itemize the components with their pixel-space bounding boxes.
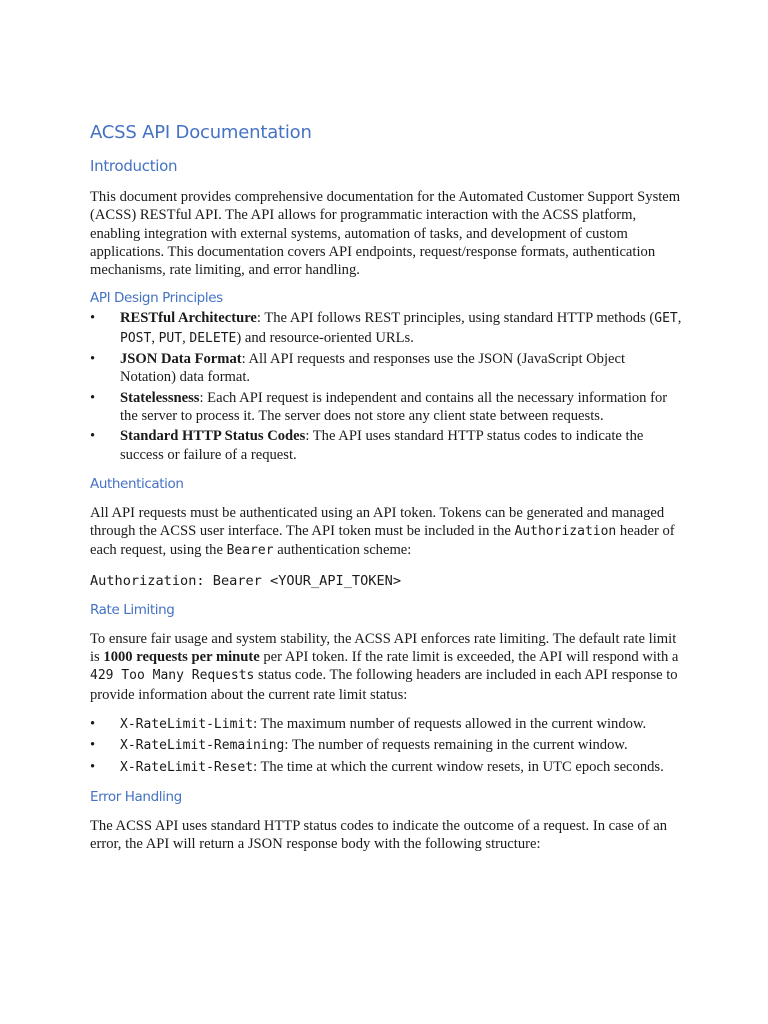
rate-limit-headers-list [90, 715, 682, 777]
design-principles-heading: API Design Principles [90, 290, 223, 307]
error-handling-paragraph: The ACSS API uses standard HTTP status codes to indicate the outcome of a request. In case of an error, the API will return a JSON response body with the following structure: [90, 817, 668, 853]
term: RESTful Architecture [120, 310, 257, 327]
inline-code: 429 Too Many Requests [90, 668, 255, 684]
bullet: • [90, 351, 96, 368]
rate-limit-value: 1000 requests per minute [103, 649, 260, 666]
inline-code: POST [120, 330, 152, 346]
list-item: • Standard HTTP Status Codes: The API uses standard HTTP status codes to indicate the success or failure of a request. [90, 428, 644, 463]
rate-limiting-paragraph: To ensure fair usage and system stability, the ACSS API enforces rate limiting. The default rate limit is 1000 requests per minute per API token. If the rate limit is exceeded, the API will respond with a 429 Too Many Requests status code. The following headers are included in each API response to provide information about the current rate limit status: [90, 630, 679, 703]
introduction-heading: Introduction [90, 157, 178, 175]
list-item: • JSON Data Format: All API requests and responses use the JSON (JavaScript Object Notation) data format. [90, 351, 626, 386]
bullet: • [90, 715, 96, 732]
list-item: • RESTful Architecture: The API follows REST principles, using standard HTTP methods (GET, POST, PUT, DELETE) and resource-oriented URLs. [90, 310, 682, 346]
term: JSON Data Format [120, 351, 242, 368]
term: Standard HTTP Status Codes [120, 428, 306, 445]
introduction-paragraph: This document provides comprehensive documentation for the Automated Customer Support System (ACSS) RESTful API. The API allows for programmatic interaction with the ACSS platform, enabling integration with external systems, automation of tasks, and development of custom applications. This documentation covers API endpoints, request/response formats, authentication mechanisms, rate limiting, and error handling. [90, 189, 681, 279]
term: Statelessness [120, 389, 200, 406]
list-item: • X-RateLimit-Remaining: The number of requests remaining in the current window. [90, 737, 628, 754]
header-name: X-RateLimit-Reset [120, 759, 254, 775]
inline-code: Bearer [226, 543, 274, 559]
authentication-paragraph: All API requests must be authenticated using an API token. Tokens can be generated and managed through the ACSS user interface. The API token must be included in the Authorization header of each request, using the Bearer authentication scheme: [90, 504, 675, 559]
authentication-heading: Authentication [90, 475, 184, 492]
bullet: • [90, 758, 96, 775]
list-item: • X-RateLimit-Limit: The maximum number of requests allowed in the current window. [90, 715, 647, 732]
list-item: • X-RateLimit-Reset: The time at which the current window resets, in UTC epoch seconds. [90, 758, 664, 775]
authorization-header-example: Authorization: Bearer <YOUR_API_TOKEN> [90, 572, 401, 589]
error-handling-heading: Error Handling [90, 788, 182, 805]
inline-code: Authorization [514, 524, 617, 540]
design-principles-list [90, 309, 682, 463]
inline-code: DELETE [189, 330, 237, 346]
bullet: • [90, 310, 96, 327]
bullet: • [90, 428, 96, 445]
inline-code: GET [654, 311, 678, 327]
document-title: ACSS API Documentation [90, 122, 312, 143]
header-name: X-RateLimit-Remaining [120, 738, 285, 754]
rate-limiting-heading: Rate Limiting [90, 601, 175, 618]
list-item: • Statelessness: Each API request is independent and contains all the necessary information for the server to process it. The server does not store any client state between requests. [90, 389, 668, 424]
bullet: • [90, 737, 96, 754]
header-name: X-RateLimit-Limit [120, 716, 254, 732]
bullet: • [90, 389, 96, 406]
document-body [90, 122, 682, 853]
inline-code: PUT [158, 330, 183, 346]
